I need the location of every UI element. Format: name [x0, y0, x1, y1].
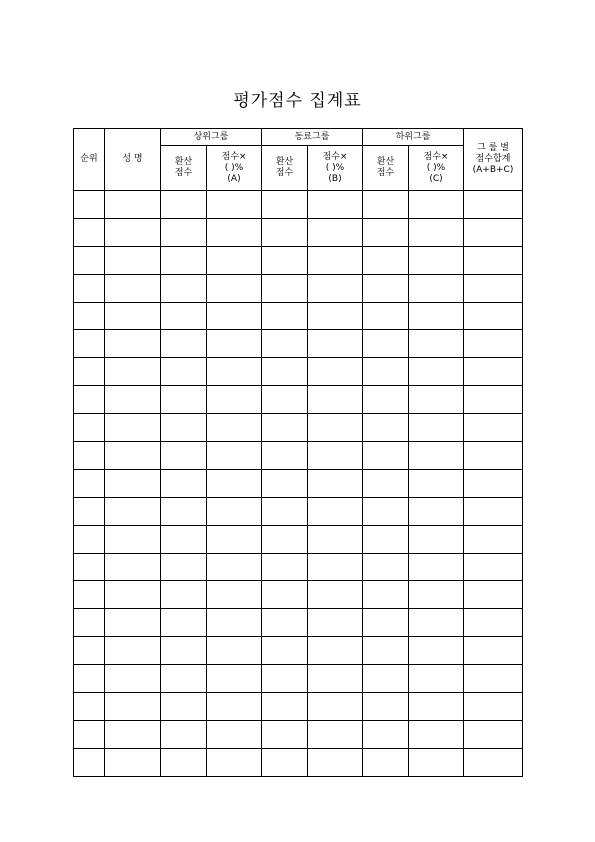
- lower-converted-cell[interactable]: [363, 218, 409, 246]
- name-cell[interactable]: [105, 330, 161, 358]
- lower-weighted-cell[interactable]: [409, 191, 464, 219]
- table-row: [74, 442, 523, 470]
- peer-weighted-cell[interactable]: [308, 246, 363, 274]
- table-row: [74, 748, 523, 776]
- lower-converted-cell[interactable]: [363, 637, 409, 665]
- group-total-cell[interactable]: [464, 386, 523, 414]
- upper-converted-cell[interactable]: [161, 386, 207, 414]
- peer-converted-cell[interactable]: [262, 358, 308, 386]
- name-cell[interactable]: [105, 469, 161, 497]
- rank-cell[interactable]: [74, 525, 105, 553]
- group-total-cell[interactable]: [464, 609, 523, 637]
- upper-weighted-cell[interactable]: [207, 525, 262, 553]
- lower-weighted-cell[interactable]: [409, 693, 464, 721]
- peer-weighted-cell[interactable]: [308, 497, 363, 525]
- peer-converted-cell[interactable]: [262, 191, 308, 219]
- upper-weighted-cell[interactable]: [207, 414, 262, 442]
- upper-converted-cell[interactable]: [161, 442, 207, 470]
- upper-weighted-cell[interactable]: [207, 358, 262, 386]
- name-cell[interactable]: [105, 665, 161, 693]
- header-upper-group: 상위그룹: [161, 129, 262, 146]
- lower-weighted-cell[interactable]: [409, 246, 464, 274]
- lower-converted-cell[interactable]: [363, 302, 409, 330]
- upper-converted-cell[interactable]: [161, 748, 207, 776]
- table-row: [74, 693, 523, 721]
- upper-weighted-cell[interactable]: [207, 218, 262, 246]
- rank-cell[interactable]: [74, 609, 105, 637]
- upper-converted-cell[interactable]: [161, 637, 207, 665]
- peer-weighted-cell[interactable]: [308, 469, 363, 497]
- lower-converted-cell[interactable]: [363, 497, 409, 525]
- upper-converted-cell[interactable]: [161, 191, 207, 219]
- upper-weighted-cell[interactable]: [207, 497, 262, 525]
- upper-converted-cell[interactable]: [161, 302, 207, 330]
- table-row: [74, 637, 523, 665]
- header-name: 성 명: [105, 129, 161, 191]
- rank-cell[interactable]: [74, 497, 105, 525]
- lower-converted-cell[interactable]: [363, 386, 409, 414]
- name-cell[interactable]: [105, 748, 161, 776]
- lower-weighted-cell[interactable]: [409, 553, 464, 581]
- upper-converted-cell[interactable]: [161, 720, 207, 748]
- lower-converted-cell[interactable]: [363, 274, 409, 302]
- group-total-cell[interactable]: [464, 553, 523, 581]
- upper-weighted-cell[interactable]: [207, 442, 262, 470]
- header-upper-weighted: 점수× ( )% (A): [207, 146, 262, 191]
- name-cell[interactable]: [105, 218, 161, 246]
- peer-weighted-cell[interactable]: [308, 609, 363, 637]
- lower-converted-cell[interactable]: [363, 358, 409, 386]
- group-total-cell[interactable]: [464, 748, 523, 776]
- table-row: [74, 720, 523, 748]
- upper-converted-cell[interactable]: [161, 218, 207, 246]
- group-total-cell[interactable]: [464, 581, 523, 609]
- group-total-cell[interactable]: [464, 469, 523, 497]
- peer-converted-cell[interactable]: [262, 720, 308, 748]
- upper-weighted-cell[interactable]: [207, 665, 262, 693]
- group-total-cell[interactable]: [464, 637, 523, 665]
- group-total-cell[interactable]: [464, 497, 523, 525]
- name-cell[interactable]: [105, 553, 161, 581]
- header-upper-converted: 환산 점수: [161, 146, 207, 191]
- upper-converted-cell[interactable]: [161, 414, 207, 442]
- upper-converted-cell[interactable]: [161, 693, 207, 721]
- group-total-cell[interactable]: [464, 693, 523, 721]
- upper-weighted-cell[interactable]: [207, 274, 262, 302]
- table-row: [74, 609, 523, 637]
- peer-converted-cell[interactable]: [262, 274, 308, 302]
- lower-converted-cell[interactable]: [363, 665, 409, 693]
- name-cell[interactable]: [105, 525, 161, 553]
- group-total-cell[interactable]: [464, 414, 523, 442]
- rank-cell[interactable]: [74, 302, 105, 330]
- peer-converted-cell[interactable]: [262, 748, 308, 776]
- upper-weighted-cell[interactable]: [207, 246, 262, 274]
- table-body: [74, 191, 523, 777]
- table-row: [74, 302, 523, 330]
- peer-converted-cell[interactable]: [262, 442, 308, 470]
- lower-weighted-cell[interactable]: [409, 358, 464, 386]
- rank-cell[interactable]: [74, 469, 105, 497]
- upper-converted-cell[interactable]: [161, 553, 207, 581]
- lower-converted-cell[interactable]: [363, 442, 409, 470]
- name-cell[interactable]: [105, 497, 161, 525]
- peer-converted-cell[interactable]: [262, 469, 308, 497]
- rank-cell[interactable]: [74, 246, 105, 274]
- rank-cell[interactable]: [74, 330, 105, 358]
- lower-converted-cell[interactable]: [363, 748, 409, 776]
- peer-weighted-cell[interactable]: [308, 720, 363, 748]
- name-cell[interactable]: [105, 637, 161, 665]
- name-cell[interactable]: [105, 693, 161, 721]
- group-total-cell[interactable]: [464, 246, 523, 274]
- lower-weighted-cell[interactable]: [409, 218, 464, 246]
- rank-cell[interactable]: [74, 358, 105, 386]
- peer-converted-cell[interactable]: [262, 609, 308, 637]
- peer-weighted-cell[interactable]: [308, 414, 363, 442]
- peer-weighted-cell[interactable]: [308, 693, 363, 721]
- upper-converted-cell[interactable]: [161, 525, 207, 553]
- peer-converted-cell[interactable]: [262, 414, 308, 442]
- table-row: [74, 218, 523, 246]
- upper-converted-cell[interactable]: [161, 246, 207, 274]
- upper-converted-cell[interactable]: [161, 497, 207, 525]
- name-cell[interactable]: [105, 609, 161, 637]
- upper-converted-cell[interactable]: [161, 469, 207, 497]
- lower-converted-cell[interactable]: [363, 553, 409, 581]
- table-row: [74, 274, 523, 302]
- table-row: [74, 469, 523, 497]
- group-total-cell[interactable]: [464, 191, 523, 219]
- lower-converted-cell[interactable]: [363, 609, 409, 637]
- rank-cell[interactable]: [74, 414, 105, 442]
- peer-weighted-cell[interactable]: [308, 442, 363, 470]
- table-row: [74, 358, 523, 386]
- lower-converted-cell[interactable]: [363, 720, 409, 748]
- table-row: [74, 191, 523, 219]
- upper-weighted-cell[interactable]: [207, 748, 262, 776]
- peer-weighted-cell[interactable]: [308, 330, 363, 358]
- name-cell[interactable]: [105, 302, 161, 330]
- lower-converted-cell[interactable]: [363, 693, 409, 721]
- upper-converted-cell[interactable]: [161, 274, 207, 302]
- table-row: [74, 246, 523, 274]
- peer-converted-cell[interactable]: [262, 581, 308, 609]
- peer-converted-cell[interactable]: [262, 497, 308, 525]
- peer-converted-cell[interactable]: [262, 302, 308, 330]
- lower-weighted-cell[interactable]: [409, 581, 464, 609]
- header-rank: 순위: [74, 129, 105, 191]
- peer-converted-cell[interactable]: [262, 553, 308, 581]
- lower-converted-cell[interactable]: [363, 246, 409, 274]
- rank-cell[interactable]: [74, 665, 105, 693]
- peer-converted-cell[interactable]: [262, 665, 308, 693]
- upper-weighted-cell[interactable]: [207, 553, 262, 581]
- lower-weighted-cell[interactable]: [409, 665, 464, 693]
- peer-converted-cell[interactable]: [262, 693, 308, 721]
- lower-converted-cell[interactable]: [363, 525, 409, 553]
- name-cell[interactable]: [105, 720, 161, 748]
- rank-cell[interactable]: [74, 386, 105, 414]
- upper-weighted-cell[interactable]: [207, 609, 262, 637]
- table-row: [74, 665, 523, 693]
- peer-weighted-cell[interactable]: [308, 553, 363, 581]
- group-total-cell[interactable]: [464, 665, 523, 693]
- upper-weighted-cell[interactable]: [207, 302, 262, 330]
- lower-weighted-cell[interactable]: [409, 386, 464, 414]
- table-row: [74, 386, 523, 414]
- peer-converted-cell[interactable]: [262, 218, 308, 246]
- lower-weighted-cell[interactable]: [409, 609, 464, 637]
- lower-converted-cell[interactable]: [363, 330, 409, 358]
- rank-cell[interactable]: [74, 637, 105, 665]
- lower-converted-cell[interactable]: [363, 191, 409, 219]
- lower-weighted-cell[interactable]: [409, 414, 464, 442]
- upper-weighted-cell[interactable]: [207, 693, 262, 721]
- lower-weighted-cell[interactable]: [409, 525, 464, 553]
- lower-weighted-cell[interactable]: [409, 637, 464, 665]
- page-title: 평가점수 집계표: [233, 91, 362, 111]
- table-row: [74, 330, 523, 358]
- peer-weighted-cell[interactable]: [308, 274, 363, 302]
- lower-weighted-cell[interactable]: [409, 302, 464, 330]
- name-cell[interactable]: [105, 386, 161, 414]
- upper-weighted-cell[interactable]: [207, 330, 262, 358]
- rank-cell[interactable]: [74, 218, 105, 246]
- peer-weighted-cell[interactable]: [308, 302, 363, 330]
- group-total-cell[interactable]: [464, 720, 523, 748]
- upper-converted-cell[interactable]: [161, 581, 207, 609]
- name-cell[interactable]: [105, 246, 161, 274]
- name-cell[interactable]: [105, 414, 161, 442]
- rank-cell[interactable]: [74, 748, 105, 776]
- header-peer-weighted: 점수× ( )% (B): [308, 146, 363, 191]
- peer-converted-cell[interactable]: [262, 525, 308, 553]
- peer-weighted-cell[interactable]: [308, 581, 363, 609]
- peer-converted-cell[interactable]: [262, 637, 308, 665]
- group-total-cell[interactable]: [464, 218, 523, 246]
- lower-weighted-cell[interactable]: [409, 497, 464, 525]
- group-total-cell[interactable]: [464, 525, 523, 553]
- name-cell[interactable]: [105, 358, 161, 386]
- upper-weighted-cell[interactable]: [207, 386, 262, 414]
- score-summary-table: [73, 128, 523, 777]
- table-row: [74, 553, 523, 581]
- upper-weighted-cell[interactable]: [207, 191, 262, 219]
- table-row: [74, 525, 523, 553]
- upper-weighted-cell[interactable]: [207, 637, 262, 665]
- lower-weighted-cell[interactable]: [409, 330, 464, 358]
- rank-cell[interactable]: [74, 191, 105, 219]
- header-lower-group: 하위그룹: [363, 129, 464, 146]
- upper-converted-cell[interactable]: [161, 609, 207, 637]
- upper-converted-cell[interactable]: [161, 330, 207, 358]
- peer-weighted-cell[interactable]: [308, 637, 363, 665]
- peer-weighted-cell[interactable]: [308, 358, 363, 386]
- lower-weighted-cell[interactable]: [409, 469, 464, 497]
- upper-weighted-cell[interactable]: [207, 581, 262, 609]
- name-cell[interactable]: [105, 274, 161, 302]
- peer-weighted-cell[interactable]: [308, 191, 363, 219]
- upper-weighted-cell[interactable]: [207, 720, 262, 748]
- group-total-cell[interactable]: [464, 358, 523, 386]
- table-row: [74, 581, 523, 609]
- rank-cell[interactable]: [74, 442, 105, 470]
- lower-weighted-cell[interactable]: [409, 442, 464, 470]
- rank-cell[interactable]: [74, 581, 105, 609]
- lower-converted-cell[interactable]: [363, 469, 409, 497]
- peer-weighted-cell[interactable]: [308, 525, 363, 553]
- peer-weighted-cell[interactable]: [308, 386, 363, 414]
- header-peer-group: 동료그룹: [262, 129, 363, 146]
- group-total-cell[interactable]: [464, 330, 523, 358]
- upper-weighted-cell[interactable]: [207, 469, 262, 497]
- name-cell[interactable]: [105, 581, 161, 609]
- peer-converted-cell[interactable]: [262, 246, 308, 274]
- group-total-cell[interactable]: [464, 302, 523, 330]
- peer-converted-cell[interactable]: [262, 386, 308, 414]
- header-group-total: 그 룹 별 점수합계 (A+B+C): [464, 129, 523, 191]
- header-lower-weighted: 점수× ( )% (C): [409, 146, 464, 191]
- header-lower-converted: 환산 점수: [363, 146, 409, 191]
- table-row: [74, 497, 523, 525]
- rank-cell[interactable]: [74, 274, 105, 302]
- name-cell[interactable]: [105, 442, 161, 470]
- peer-weighted-cell[interactable]: [308, 218, 363, 246]
- lower-weighted-cell[interactable]: [409, 720, 464, 748]
- peer-converted-cell[interactable]: [262, 330, 308, 358]
- header-peer-converted: 환산 점수: [262, 146, 308, 191]
- rank-cell[interactable]: [74, 553, 105, 581]
- table-row: [74, 414, 523, 442]
- name-cell[interactable]: [105, 191, 161, 219]
- rank-cell[interactable]: [74, 720, 105, 748]
- group-total-cell[interactable]: [464, 274, 523, 302]
- lower-weighted-cell[interactable]: [409, 274, 464, 302]
- upper-converted-cell[interactable]: [161, 358, 207, 386]
- rank-cell[interactable]: [74, 693, 105, 721]
- group-total-cell[interactable]: [464, 442, 523, 470]
- lower-converted-cell[interactable]: [363, 581, 409, 609]
- lower-weighted-cell[interactable]: [409, 748, 464, 776]
- peer-weighted-cell[interactable]: [308, 748, 363, 776]
- upper-converted-cell[interactable]: [161, 665, 207, 693]
- lower-converted-cell[interactable]: [363, 414, 409, 442]
- peer-weighted-cell[interactable]: [308, 665, 363, 693]
